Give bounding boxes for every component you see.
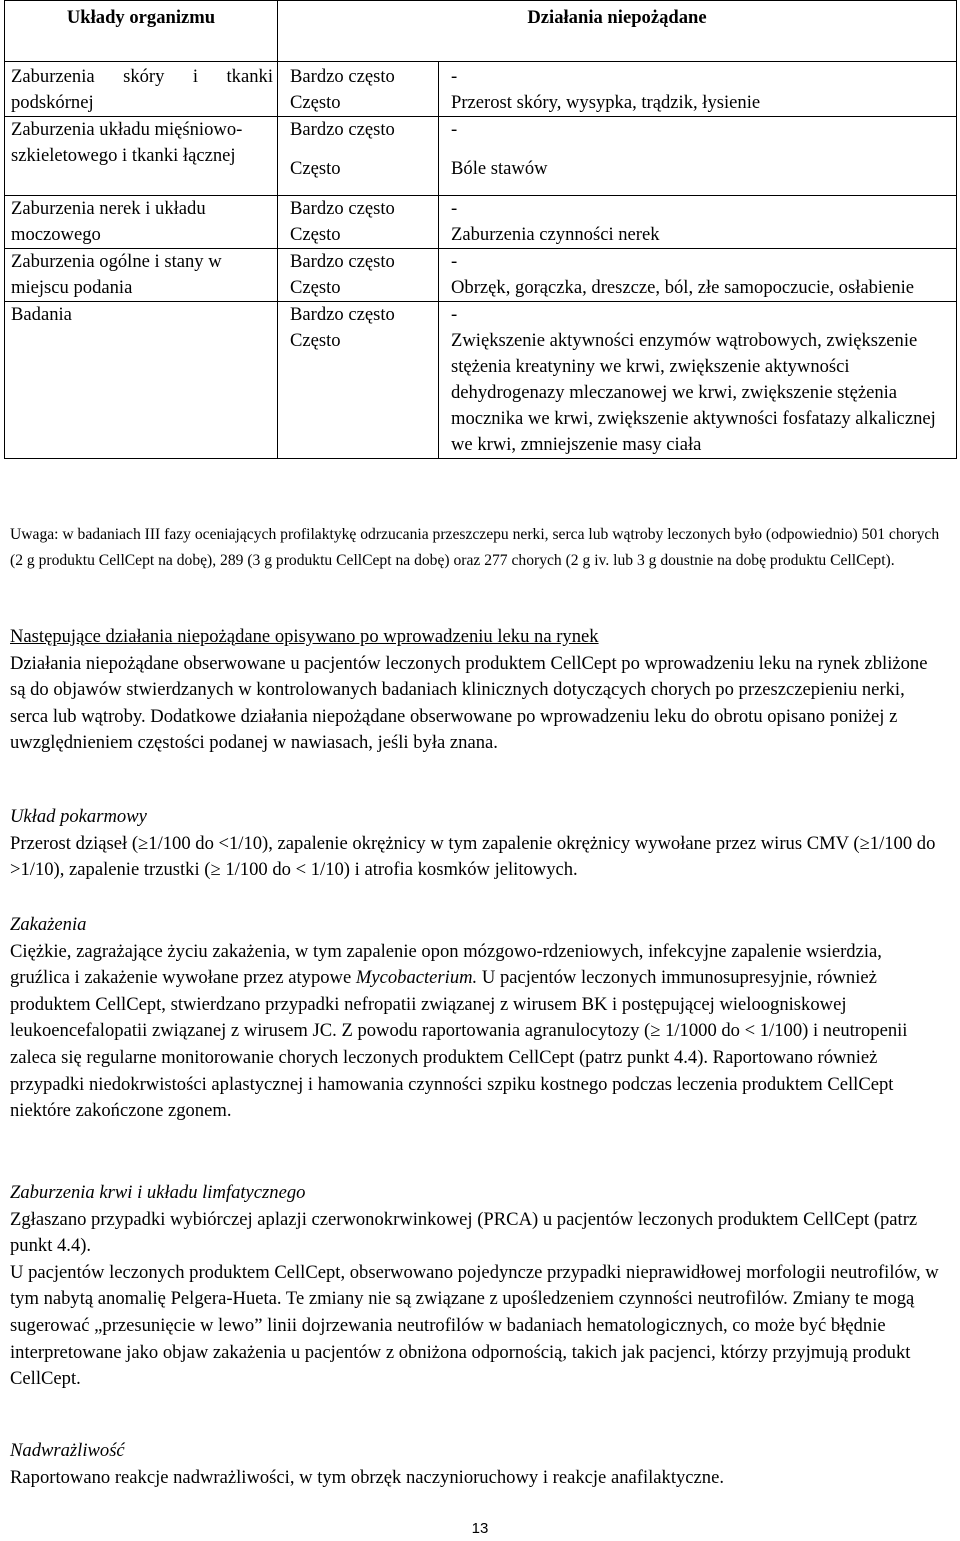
infections-text-part: U pacjentów leczonych immunosupresyjnie, również produktem CellCept, stwierdzano przypadki nefropatii związanej z wirusem BK i postępującej wieloogniskowej leukoencefalopatii związanej z wirusem JC. Z powodu raportowania agranulocytozy ( <box>10 967 877 1042</box>
table-header-row <box>5 1 957 62</box>
frequency-cell: Bardzo często <box>278 248 439 275</box>
post-marketing-intro: Działania niepożądane obserwowane u pacjentów leczonych produktem CellCept po wprowadzeniu leku na rynek zbliżone są do objawów stwierdzanych w kontrolowanych badaniach klinicznych dotyczących chorych po przeszczepieniu nerki, serca lub wątroby. Dodatkowe działania niepożądane obserwowane po wprowadzeniu leku do obrotu opisano poniżej z uwzględnieniem częstości podanej w nawiasach, jeśli była znana. <box>10 652 928 754</box>
effect-cell: - <box>439 301 957 328</box>
page-number: 13 <box>471 1520 489 1537</box>
infections-title: Zakażenia <box>10 914 87 935</box>
system-cell: Zaburzenia skóry i tkanki podskórnej <box>5 62 278 117</box>
blood-text-1: Zgłaszano przypadki wybiórczej aplazji czerwonokrwinkowej (PRCA) u pacjentów leczonych produktem CellCept (patrz punkt 4.4). <box>10 1208 918 1257</box>
frequency-cell: Często <box>278 275 439 302</box>
frequency-cell: Bardzo często <box>278 62 439 91</box>
gi-title: Układ pokarmowy <box>10 806 147 827</box>
header-systems: Układy organizmu <box>5 1 278 62</box>
system-cell: Badania <box>5 301 278 458</box>
effect-cell: Obrzęk, gorączka, dreszcze, ból, złe samopoczucie, osłabienie <box>439 275 957 302</box>
effect-cell: - <box>439 62 957 91</box>
system-cell: Zaburzenia nerek i układu moczowego <box>5 195 278 248</box>
gi-text-part: 1/100 do >1/10), zapalenie trzustki ( <box>10 832 936 881</box>
effect-cell: Zaburzenia czynności nerek <box>439 222 957 249</box>
post-marketing-section <box>10 624 945 757</box>
geq-symbol: ≥ <box>210 859 221 881</box>
geq-symbol: ≥ <box>859 832 870 854</box>
mycobacterium-italic: Mycobacterium. <box>355 967 478 989</box>
effect-cell: Przerost skóry, wysypka, trądzik, łysienie <box>439 90 957 117</box>
effect-cell: - <box>439 248 957 275</box>
post-marketing-heading: Następujące działania niepożądane opisywano po wprowadzeniu leku na rynek <box>10 626 599 647</box>
gi-text-part: 1/100 do <1/10), zapalenie okrężnicy w tym zapalenie okrężnicy wywołane przez wirus CMV ( <box>148 832 860 854</box>
geq-symbol: ≥ <box>650 1020 661 1042</box>
hypersensitivity-section <box>10 1438 945 1491</box>
system-cell: Zaburzenia układu mięśniowo-szkieletowego i tkanki łącznej <box>5 117 278 196</box>
blood-text-2: U pacjentów leczonych produktem CellCept, obserwowano pojedyncze przypadki nieprawidłowej morfologii neutrofilów, w tym nabytą anomalię Pelgera-Hueta. Te zmiany nie są związane z upośledzeniem czynności neutrofilów. Zmiany te mogą sugerować „przesunięcie w lewo” linii dojrzewania neutrofilów w badaniach hematologicznych, co może być błędnie interpretowane jako objaw zakażenia u pacjentów z obniżona odpornością, takich jak pacjenci, którzy przyjmują produkt CellCept. <box>10 1261 939 1390</box>
effect-cell: Bóle stawów <box>439 143 957 195</box>
blood-section <box>10 1180 945 1393</box>
effect-cell: Zwiększenie aktywności enzymów wątrobowych, zwiększenie stężenia kreatyniny we krwi, zwiększenie aktywności dehydrogenazy mleczanowej we krwi, zwiększenie stężenia mocznika we krwi, zwiększenie aktywności fosfatazy alkalicznej we krwi, zmniejszenie masy ciała <box>439 328 957 459</box>
frequency-cell: Często <box>278 143 439 195</box>
table-row <box>5 301 957 328</box>
blood-title: Zaburzenia krwi i układu limfatycznego <box>10 1182 306 1203</box>
system-cell: Zaburzenia ogólne i stany w miejscu podania <box>5 248 278 301</box>
frequency-cell: Często <box>278 90 439 117</box>
infections-text <box>10 939 945 1125</box>
table-row <box>5 195 957 222</box>
infections-section <box>10 912 945 1125</box>
gi-text-part: Przerost dziąseł ( <box>10 832 139 854</box>
frequency-cell: Bardzo często <box>278 195 439 222</box>
table-note: Uwaga: w badaniach III fazy oceniających profilaktykę odrzucania przeszczepu nerki, serca lub wątroby leczonych było (odpowiednio) 501 chorych (2 g produktu CellCept na dobę), 289 (3 g produktu CellCept na dobę) oraz 277 chorych (2 g iv. lub 3 g doustnie na dobę produktu CellCept). <box>10 526 940 569</box>
table-row <box>5 117 957 144</box>
frequency-cell: Bardzo często <box>278 301 439 328</box>
effect-cell: - <box>439 117 957 144</box>
table-row <box>5 248 957 275</box>
gi-section <box>10 804 945 884</box>
hypersensitivity-text: Raportowano reakcje nadwrażliwości, w tym obrzęk naczynioruchowy i reakcje anafilaktyczne. <box>10 1466 724 1488</box>
adverse-effects-table <box>4 0 957 459</box>
header-effects: Działania niepożądane <box>278 1 957 62</box>
geq-symbol: ≥ <box>138 832 149 854</box>
infections-text-part: Ciężkie, zagrażające życiu zakażenia, w tym zapalenie opon mózgowo-rdzeniowych, infekcyjne zapalenie wsierdzia, gruźlica i zakażenie wywołane przez atypowe <box>10 940 882 989</box>
effect-cell: - <box>439 195 957 222</box>
table-row <box>5 62 957 91</box>
gi-text-part: 1/100 do < 1/10) i atrofia kosmków jelitowych. <box>220 859 578 881</box>
hypersensitivity-title: Nadwrażliwość <box>10 1440 125 1461</box>
frequency-cell: Często <box>278 222 439 249</box>
frequency-cell: Bardzo często <box>278 117 439 144</box>
gi-text <box>10 831 945 884</box>
frequency-cell: Często <box>278 328 439 459</box>
infections-text-part: 1/1000 do < 1/100) i neutropenii zaleca się regularne monitorowanie chorych leczonych produktem CellCept (patrz punkt 4.4). Raportowano również przypadki niedokrwistości aplastycznej i hamowania czynności szpiku kostnego podczas leczenia produktem CellCept niektóre zakończone zgonem. <box>10 1020 908 1122</box>
